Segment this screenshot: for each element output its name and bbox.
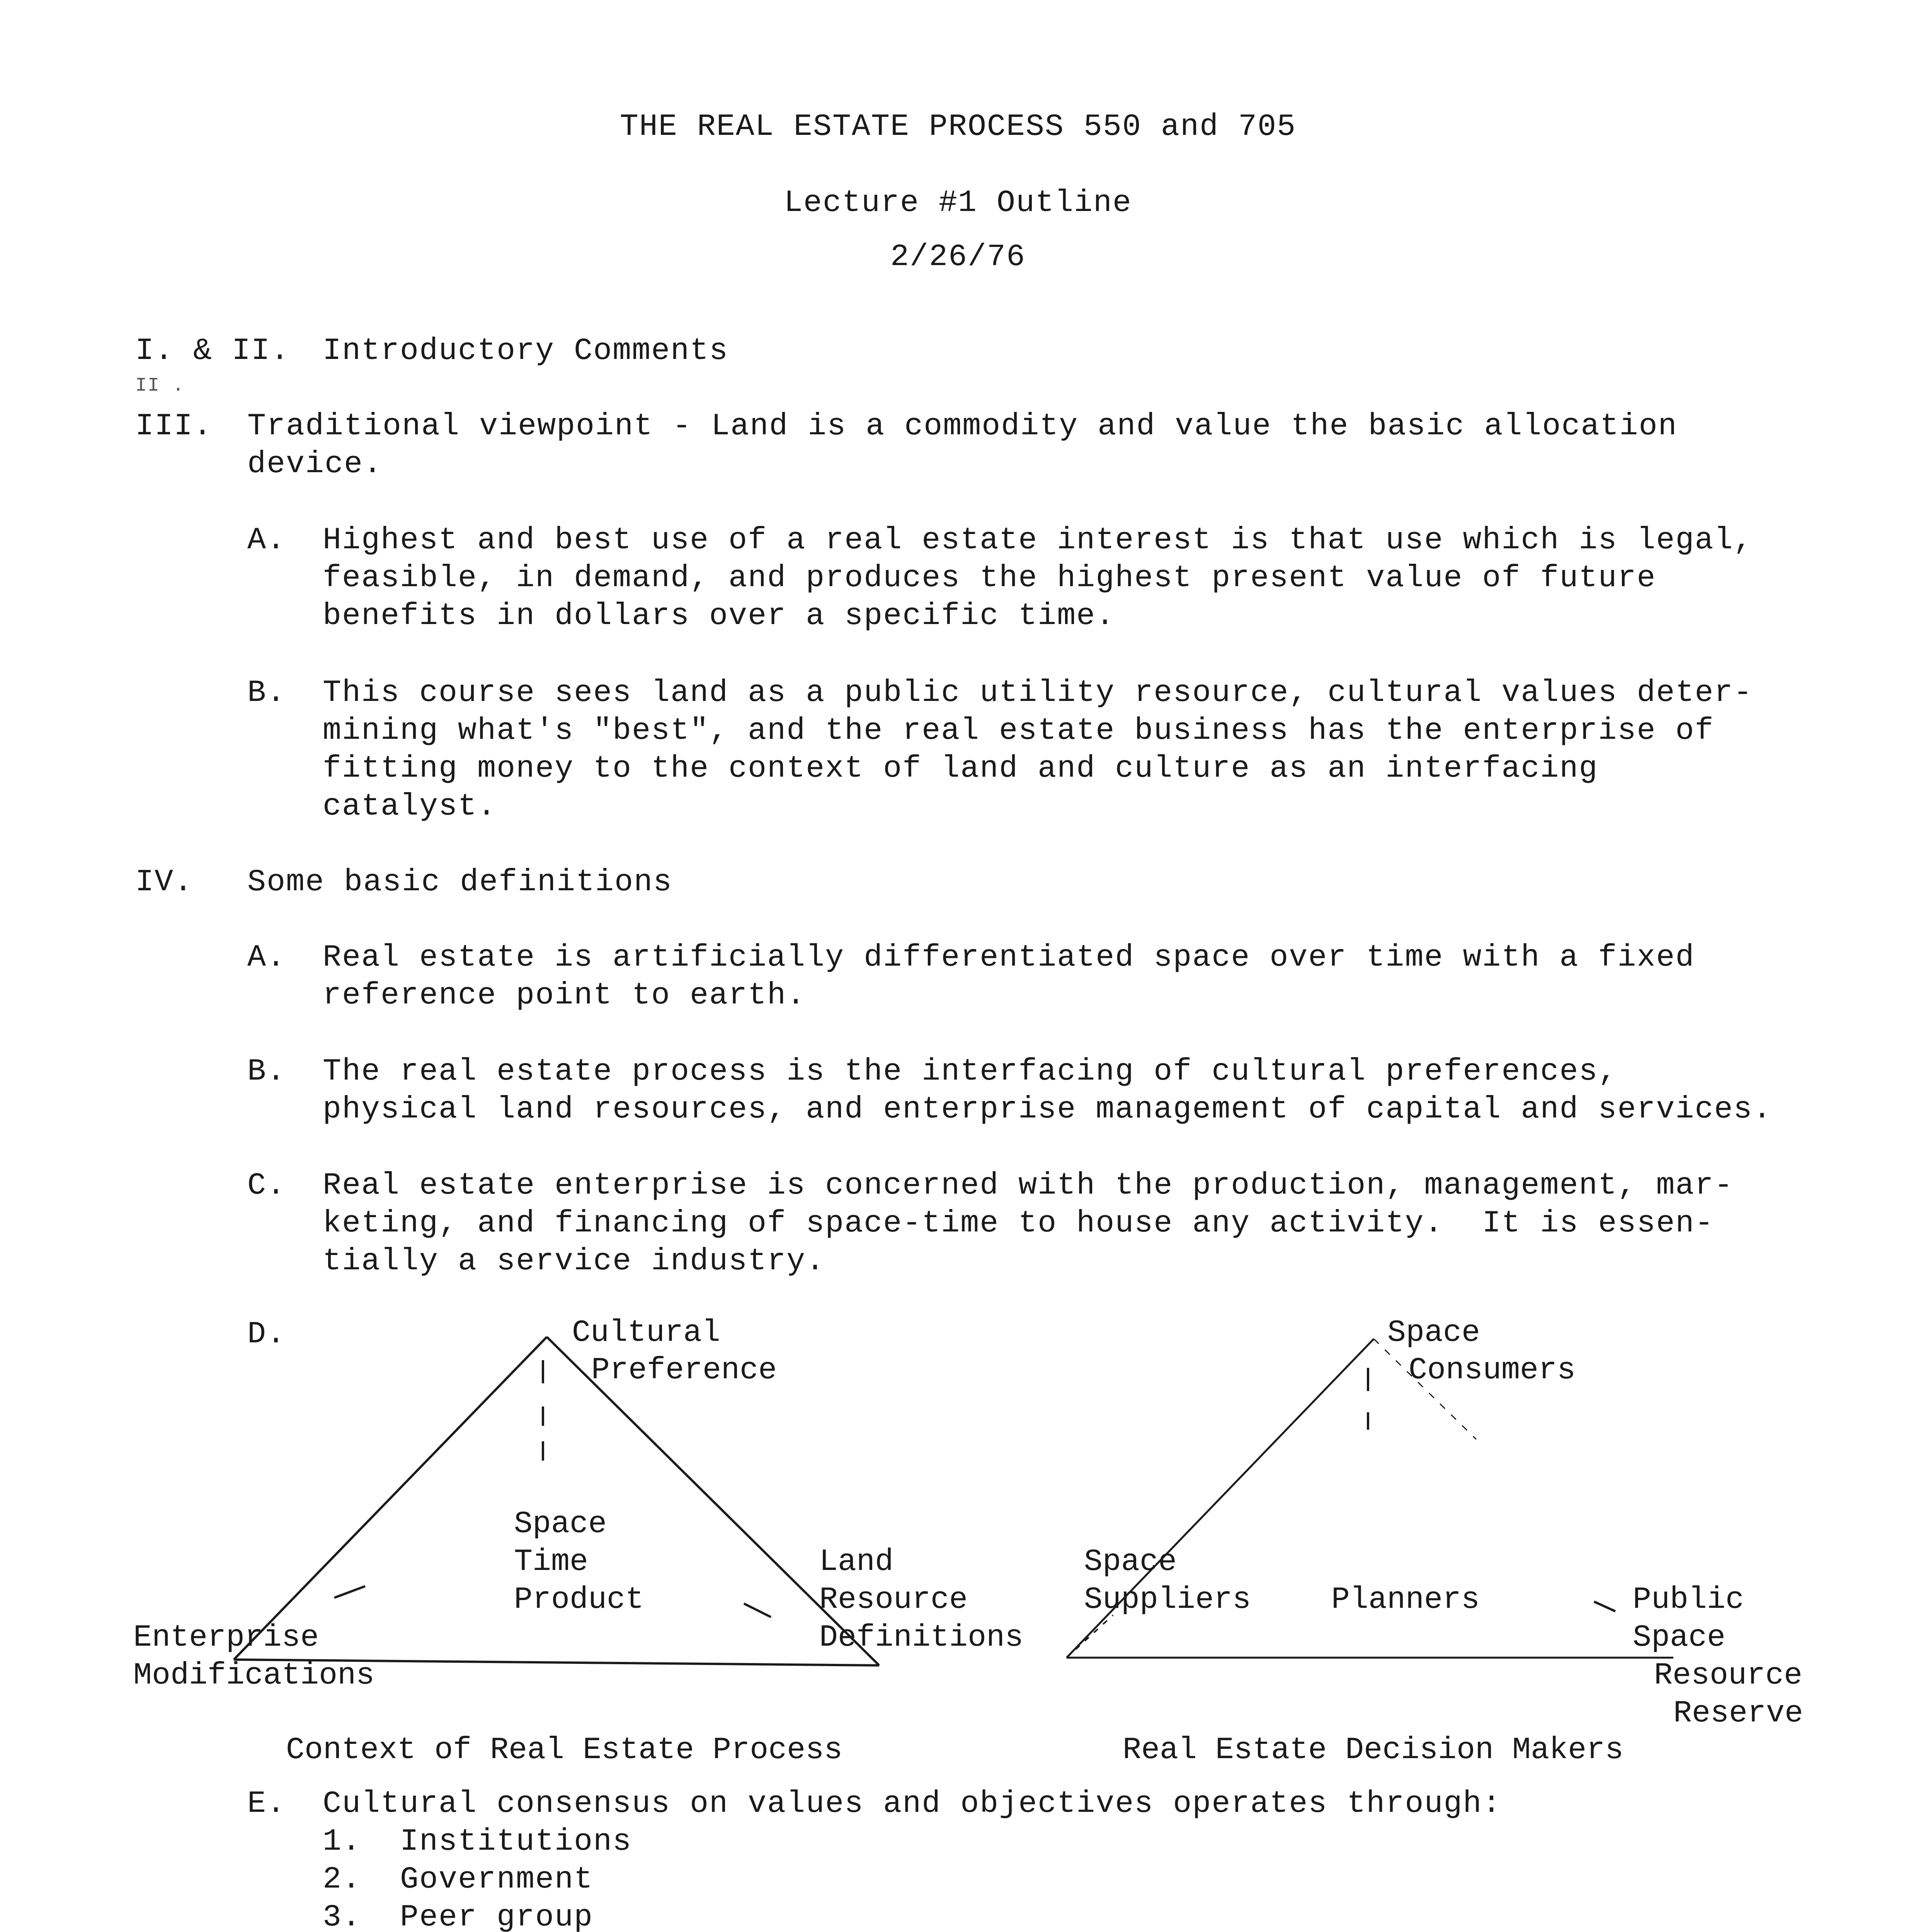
makers-left-label-1: Space [1084,1544,1177,1580]
list-item-number: 2. [323,1862,362,1897]
context-left-label-2: Modifications [133,1658,375,1693]
section-3a-line-3: benefits in dollars over a specific time. [323,599,1115,634]
document-subtitle: Lecture #1 Outline [784,185,1132,221]
section-4c-line-1: Real estate enterprise is concerned with the production, management, mar- [323,1168,1734,1203]
makers-right-label-2: Space [1633,1620,1726,1655]
decision-makers-triangle-diagram [1067,1315,1803,1768]
section-3b-label: B. [247,675,286,711]
section-3-number: III. [135,409,213,444]
section-4c-label: C. [247,1168,286,1203]
context-right-label-3: Definitions [819,1620,1024,1655]
list-item: Peer group [400,1900,594,1932]
section-1-heading: Introductory Comments [323,333,729,369]
section-4d-label: D. [247,1317,286,1352]
section-3-line-1: Traditional viewpoint - Land is a commodity and value the basic allocation [247,409,1678,444]
makers-left-label-2: Suppliers [1084,1582,1251,1617]
section-4-number: IV. [135,865,194,900]
makers-top-label-2: Consumers [1409,1353,1576,1388]
section-3b-line-2: mining what's "best", and the real estate business has the enterprise of [323,713,1714,748]
list-item: Government [400,1862,594,1897]
context-dash [334,1586,365,1598]
section-3a-label: A. [247,523,286,558]
stray-mark: II . [135,375,185,397]
section-4c-line-2: keting, and financing of space-time to house any activity. It is essen- [323,1206,1714,1241]
context-right-label-1: Land [819,1544,894,1580]
makers-dash [1594,1602,1615,1611]
section-4b-label: B. [247,1054,286,1089]
makers-caption: Real Estate Decision Makers [1123,1733,1624,1768]
makers-right-label-1: Public [1633,1582,1744,1617]
section-4-heading: Some basic definitions [247,865,673,900]
list-item: Institutions [400,1824,632,1859]
makers-top-label-1: Space [1387,1315,1480,1350]
makers-right-label-3: Resource [1654,1658,1803,1693]
makers-center-label: Planners [1331,1582,1480,1617]
section-3b-line-1: This course sees land as a public utility resource, cultural values deter- [323,675,1753,711]
context-center-label-3: Product [514,1582,644,1617]
section-4e-text: Cultural consensus on values and objectives operates through: [323,1786,1502,1821]
section-4a-label: A. [247,940,286,975]
section-3-line-2: device. [247,447,383,482]
context-top-label-1: Cultural [572,1315,721,1350]
section-3a-line-2: feasible, in demand, and produces the highest present value of future [323,561,1656,596]
context-right-label-2: Resource [819,1582,968,1617]
section-3b-line-4: catalyst. [323,789,497,824]
context-center-label-2: Time [514,1544,589,1580]
section-3a-line-1: Highest and best use of a real estate interest is that use which is legal, [323,523,1753,558]
section-3b-line-3: fitting money to the context of land and culture as an interfacing [323,751,1598,786]
context-top-label-2: Preference [591,1353,777,1388]
section-4c-line-3: tially a service industry. [323,1244,825,1279]
list-item-number: 3. [323,1900,362,1932]
document-date: 2/26/76 [890,240,1026,275]
section-4b-line-1: The real estate process is the interfacing of cultural preferences, [323,1054,1618,1089]
context-caption: Context of Real Estate Process [286,1733,843,1768]
context-dash [744,1604,771,1617]
document-title: THE REAL ESTATE PROCESS 550 and 705 [619,109,1297,145]
context-triangle-left-side [234,1337,547,1660]
list-item-number: 1. [323,1824,362,1859]
context-center-label-1: Space [514,1507,607,1542]
context-left-label-1: Enterprise [133,1620,319,1655]
section-1-number: I. & II. [135,333,290,369]
section-4a-line-1: Real estate is artificially differentiated space over time with a fixed [323,940,1695,975]
makers-right-label-4: Reserve [1673,1696,1804,1731]
section-4e-label: E. [247,1786,286,1821]
section-4a-line-2: reference point to earth. [323,978,806,1013]
section-4b-line-2: physical land resources, and enterprise management of capital and services. [323,1092,1772,1127]
context-triangle-diagram [133,1315,1023,1768]
